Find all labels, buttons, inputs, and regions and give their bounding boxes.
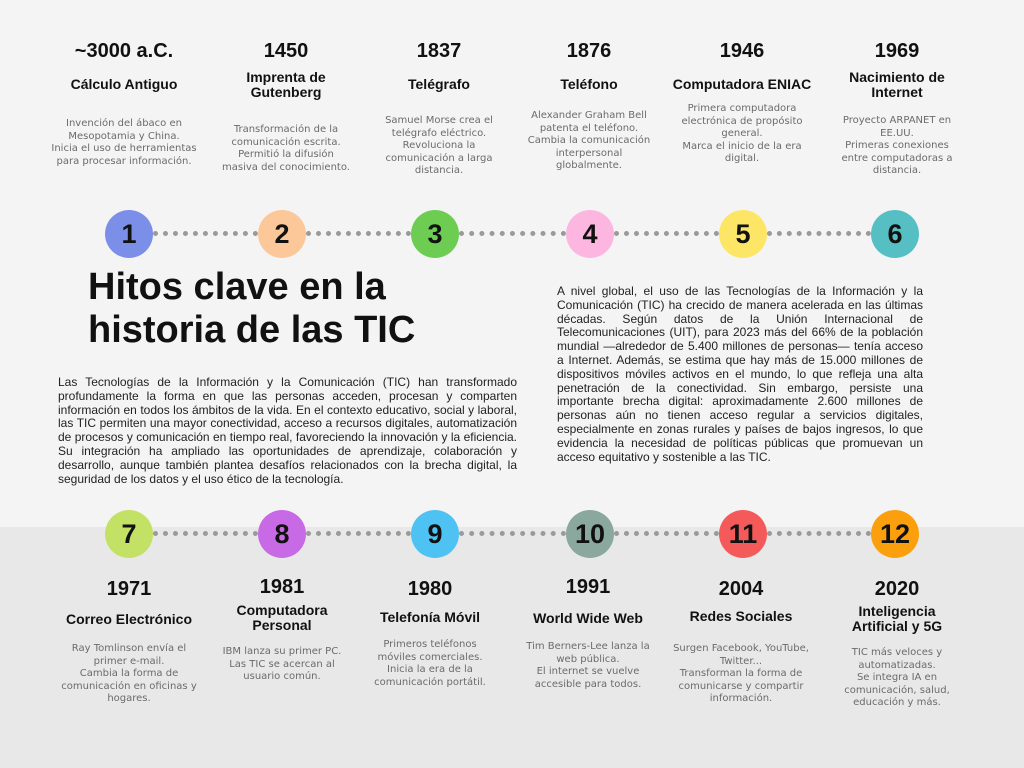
milestone-title: Imprenta de Gutenberg (246, 69, 326, 100)
milestone-title: Correo Electrónico (65, 611, 193, 627)
timeline-connector (306, 531, 411, 536)
global-paragraph: A nivel global, el uso de las Tecnologías de la Información y la Comunicación (TIC) ha crecido de manera acelerada en las últimas décadas. Según datos de la Unión Internacional de Telecomunicaciones (UIT), para 2023 más del 66% de la población mundial —alrededor de 5.400 millones de personas— tenía acceso a Internet. Además, se estima que hay más de 15.000 millones de dispositivos móviles activos en el mundo, lo que refleja una alta penetración de la conectividad. Sin embargo, persiste una importante brecha digital: aproximadamente 2.600 millones de personas aún no tienen acceso regular a servicios digitales, especialmente en zonas rurales y países de bajos ingresos, lo que evidencia la necesidad de políticas públicas que promuevan un acceso equitativo y sostenible a las TIC. (557, 284, 923, 464)
milestone-8 (202, 575, 362, 684)
milestone-year: 1980 (407, 578, 453, 600)
milestone-title: Telefonía Móvil (379, 609, 481, 625)
milestone-year: 1946 (719, 40, 765, 62)
milestone-year: 1991 (565, 576, 611, 598)
milestone-7 (49, 577, 209, 706)
milestone-title: Computadora Personal (236, 602, 328, 633)
milestone-number-7: 7 (105, 510, 153, 558)
milestone-number-8: 8 (258, 510, 306, 558)
timeline-connector (614, 531, 719, 536)
milestone-3 (359, 39, 519, 178)
milestone-description: Primera computadora electrónica de propósito general. Marca el inicio de la era digital. (681, 103, 803, 164)
milestone-title: Nacimiento de Internet (849, 69, 945, 100)
milestone-number-10: 10 (566, 510, 614, 558)
milestone-number-11: 11 (719, 510, 767, 558)
milestone-number-1: 1 (105, 210, 153, 258)
milestone-description: Ray Tomlinson envía el primer e-mail. Cambia la forma de comunicación en oficinas y hogares. (61, 643, 197, 704)
milestone-9 (350, 577, 510, 689)
milestone-10 (508, 575, 668, 691)
milestone-number-2: 2 (258, 210, 306, 258)
milestone-description: TIC más veloces y automatizadas. Se integra IA en comunicación, salud, educación y más. (844, 647, 950, 708)
milestone-description: IBM lanza su primer PC. Las TIC se acercan al usuario común. (222, 646, 342, 682)
milestone-11 (661, 577, 821, 706)
milestone-number-5: 5 (719, 210, 767, 258)
milestone-title: Inteligencia Artificial y 5G (851, 603, 943, 634)
milestone-year: ~3000 a.C. (74, 40, 174, 62)
milestone-number-12: 12 (871, 510, 919, 558)
milestone-year: 2020 (874, 578, 920, 600)
milestone-year: 1971 (106, 578, 152, 600)
milestone-title: Teléfono (560, 76, 618, 92)
timeline-connector (459, 231, 566, 236)
timeline-connector (614, 231, 719, 236)
timeline-connector (153, 531, 258, 536)
milestone-5 (662, 39, 822, 166)
timeline-connector (767, 231, 871, 236)
milestone-year: 1450 (263, 40, 309, 62)
milestone-number-6: 6 (871, 210, 919, 258)
milestone-description: Primeros teléfonos móviles comerciales. Inicia la era de la comunicación portátil. (374, 639, 486, 688)
timeline-connector (767, 531, 871, 536)
milestone-number-3: 3 (411, 210, 459, 258)
milestone-year: 1969 (874, 40, 920, 62)
milestone-description: Samuel Morse crea el telégrafo eléctrico. Revoluciona la comunicación a larga distancia. (385, 115, 493, 176)
timeline-connector (153, 231, 258, 236)
milestone-title: World Wide Web (533, 610, 643, 626)
milestone-2 (206, 39, 366, 174)
milestone-6 (817, 39, 977, 178)
milestone-title: Redes Sociales (689, 608, 793, 624)
milestone-description: Transformación de la comunicación escrita. Permitió la difusión masiva del conocimiento. (222, 124, 350, 173)
milestone-description: Tim Berners-Lee lanza la web pública. El internet se vuelve accesible para todos. (526, 641, 650, 690)
page-title: Hitos clave en la historia de las TIC (88, 266, 416, 351)
milestone-year: 1876 (566, 40, 612, 62)
intro-paragraph: Las Tecnologías de la Información y la Comunicación (TIC) han transformado profundamente la forma en que las personas acceden, procesan y comparten información en todos los ámbitos de la vida. En el contexto educativo, social y laboral, las TIC permiten una mayor conectividad, acceso a recursos digitales, automatización de procesos y comunicación en tiempo real, favoreciendo la innovación y la eficiencia. Su integración ha ampliado las oportunidades de aprendizaje, colaboración y desarrollo, aunque también plantea desafíos relacionados con la brecha digital, la seguridad de los datos y el uso ético de la tecnología. (58, 375, 517, 486)
milestone-title: Telégrafo (408, 76, 470, 92)
milestone-12 (817, 577, 977, 710)
timeline-connector (306, 231, 411, 236)
milestone-description: Proyecto ARPANET en EE.UU. Primeras conexiones entre computadoras a distancia. (841, 115, 953, 176)
timeline-connector (459, 531, 566, 536)
milestone-number-9: 9 (411, 510, 459, 558)
milestone-year: 2004 (718, 578, 764, 600)
milestone-1 (44, 39, 204, 168)
milestone-description: Surgen Facebook, YouTube, Twitter... Transforman la forma de comunicarse y compartir información. (673, 643, 809, 704)
milestone-description: Invención del ábaco en Mesopotamia y China. Inicia el uso de herramientas para procesar información. (51, 118, 197, 167)
milestone-description: Alexander Graham Bell patenta el teléfono. Cambia la comunicación interpersonal globalmente. (527, 110, 651, 171)
milestone-number-4: 4 (566, 210, 614, 258)
milestone-year: 1837 (416, 40, 462, 62)
milestone-title: Computadora ENIAC (672, 76, 812, 92)
milestone-4 (509, 39, 669, 173)
milestone-title: Cálculo Antiguo (70, 76, 178, 92)
milestone-year: 1981 (259, 576, 305, 598)
